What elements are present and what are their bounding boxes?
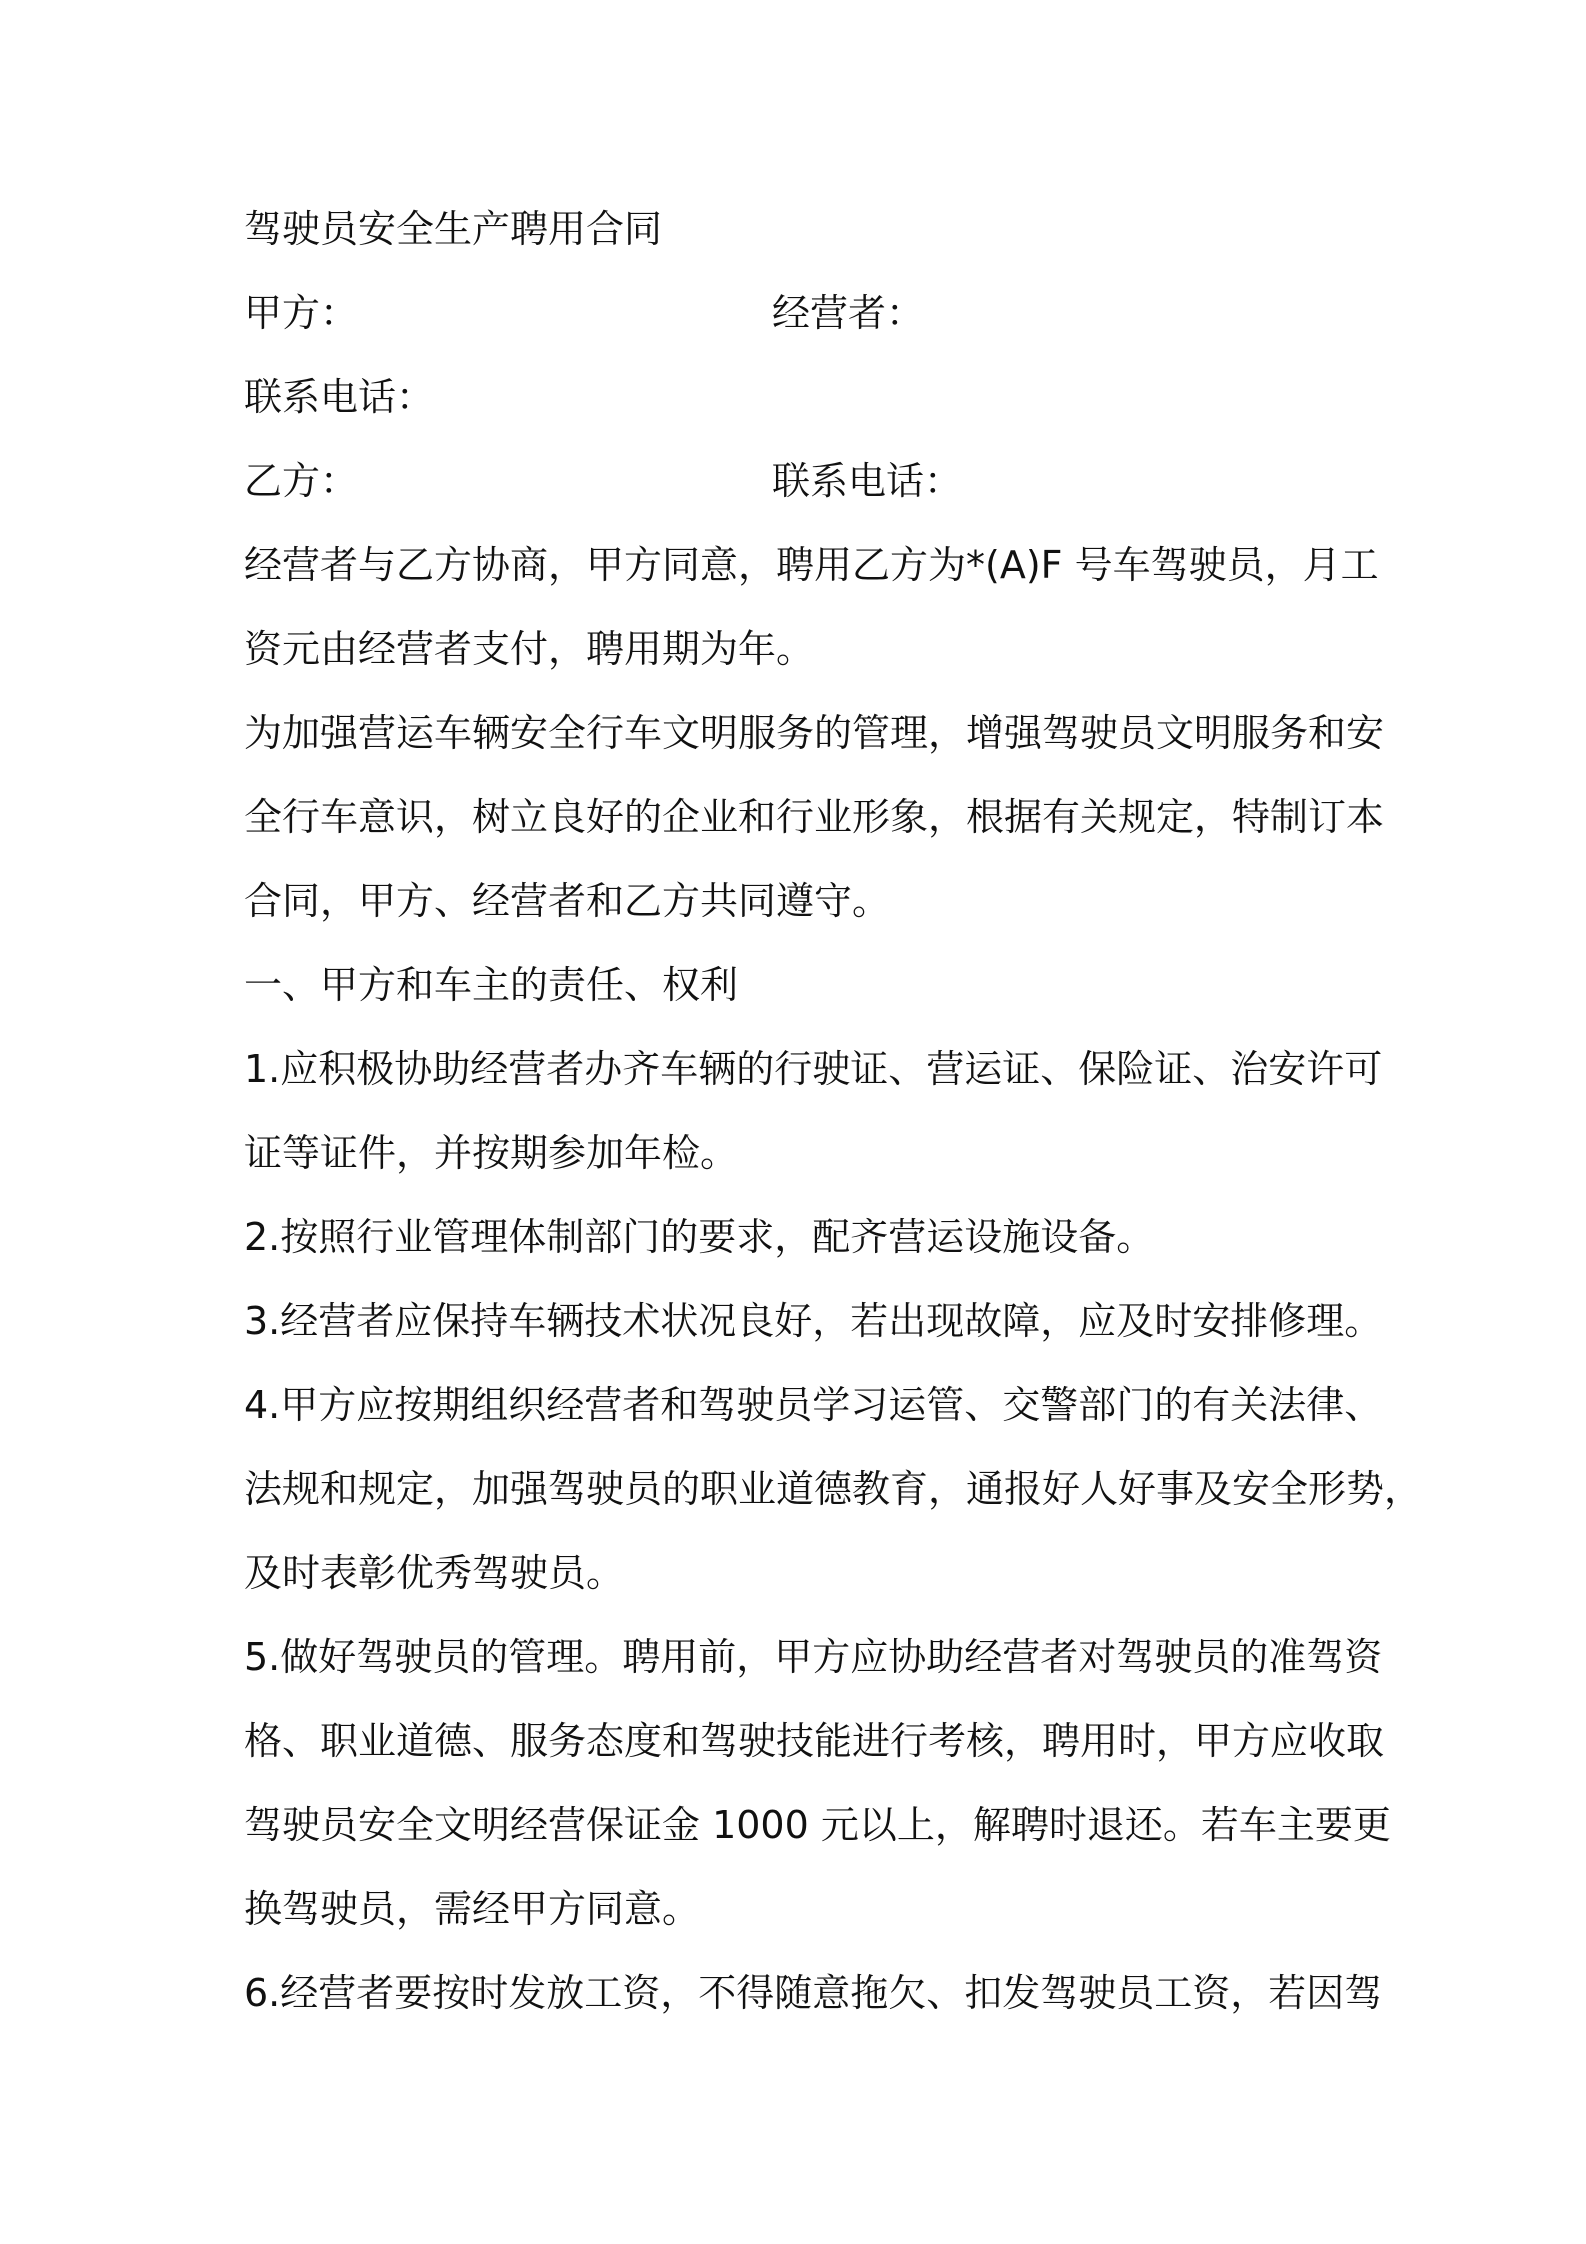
- paragraph-line: 合同，甲方、经营者和乙方共同遵守。: [244, 879, 891, 923]
- paragraph-line: 资元由经营者支付，聘用期为年。: [244, 627, 815, 671]
- document-title: 驾驶员安全生产聘用合同: [244, 207, 663, 251]
- paragraph-line: 驾驶员安全文明经营保证金 1000 元以上，解聘时退还。若车主要更: [244, 1803, 1391, 1847]
- party-b-label: 乙方：: [244, 459, 359, 503]
- paragraph-line: 6.经营者要按时发放工资，不得随意拖欠、扣发驾驶员工资，若因驾: [244, 1971, 1383, 2015]
- paragraph-line: 格、职业道德、服务态度和驾驶技能进行考核，聘用时，甲方应收取: [244, 1719, 1385, 1763]
- paragraph-line: 4.甲方应按期组织经营者和驾驶员学习运管、交警部门的有关法律、: [244, 1383, 1383, 1427]
- paragraph-line: 证等证件，并按期参加年检。: [244, 1131, 739, 1175]
- paragraph-line: 换驾驶员，需经甲方同意。: [244, 1887, 701, 1931]
- paragraph-line: 为加强营运车辆安全行车文明服务的管理，增强驾驶员文明服务和安: [244, 711, 1385, 755]
- paragraph-line: 全行车意识，树立良好的企业和行业形象，根据有关规定，特制订本: [244, 795, 1385, 839]
- contact-phone-label-2: 联系电话：: [772, 459, 963, 503]
- section-heading: 一、甲方和车主的责任、权利: [244, 963, 739, 1007]
- operator-label: 经营者：: [772, 291, 925, 335]
- paragraph-line: 3.经营者应保持车辆技术状况良好，若出现故障，应及时安排修理。: [244, 1299, 1383, 1343]
- paragraph-line: 及时表彰优秀驾驶员。: [244, 1551, 625, 1595]
- contact-phone-label-1: 联系电话：: [244, 375, 435, 419]
- paragraph-line: 1.应积极协助经营者办齐车辆的行驶证、营运证、保险证、治安许可: [244, 1047, 1383, 1091]
- paragraph-line: 2.按照行业管理体制部门的要求，配齐营运设施设备。: [244, 1215, 1155, 1259]
- paragraph-line: 5.做好驾驶员的管理。聘用前，甲方应协助经营者对驾驶员的准驾资: [244, 1635, 1383, 1679]
- party-a-label: 甲方：: [244, 291, 359, 335]
- paragraph-line: 法规和规定，加强驾驶员的职业道德教育，通报好人好事及安全形势，: [244, 1467, 1423, 1511]
- paragraph-line: 经营者与乙方协商，甲方同意，聘用乙方为*(A)F 号车驾驶员，月工: [244, 543, 1379, 587]
